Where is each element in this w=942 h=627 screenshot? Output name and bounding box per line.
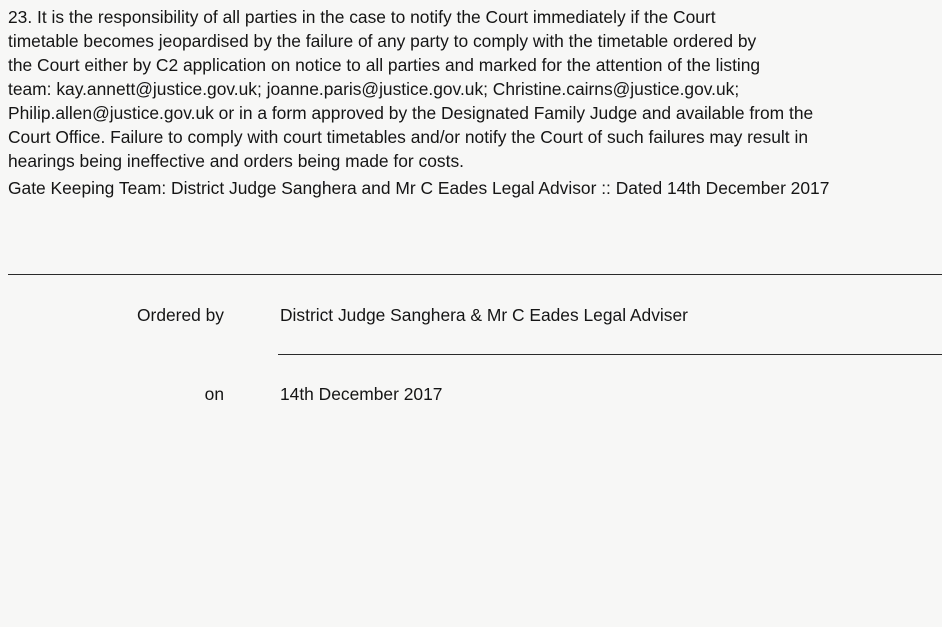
- gatekeeping-line: Gate Keeping Team: District Judge Sanghera and Mr C Eades Legal Advisor :: Dated 14th December 2017: [8, 178, 830, 198]
- paragraph-23: [8, 5, 942, 173]
- paragraph-line: the Court either by C2 application on notice to all parties and marked for the attention of the listing: [8, 55, 761, 75]
- ordered-by-label: Ordered by: [137, 305, 224, 325]
- signature-line: [278, 354, 942, 355]
- order-date-label: on: [204, 384, 224, 404]
- ordered-by-value: District Judge Sanghera & Mr C Eades Legal Adviser: [280, 305, 688, 325]
- paragraph-line: Philip.allen@justice.gov.uk or in a form approved by the Designated Family Judge and available from the: [8, 103, 814, 123]
- paragraph-line: team: kay.annett@justice.gov.uk; joanne.paris@justice.gov.uk; Christine.cairns@justice.gov.uk;: [8, 79, 740, 99]
- section-divider: [8, 274, 942, 275]
- paragraph-line: 23. It is the responsibility of all parties in the case to notify the Court immediately if the Court: [8, 7, 716, 27]
- paragraph-line: timetable becomes jeopardised by the failure of any party to comply with the timetable ordered by: [8, 31, 757, 51]
- paragraph-line: hearings being ineffective and orders being made for costs.: [8, 151, 464, 171]
- paragraph-line: Court Office. Failure to comply with court timetables and/or notify the Court of such failures may result in: [8, 127, 808, 147]
- order-date-value: 14th December 2017: [280, 384, 443, 404]
